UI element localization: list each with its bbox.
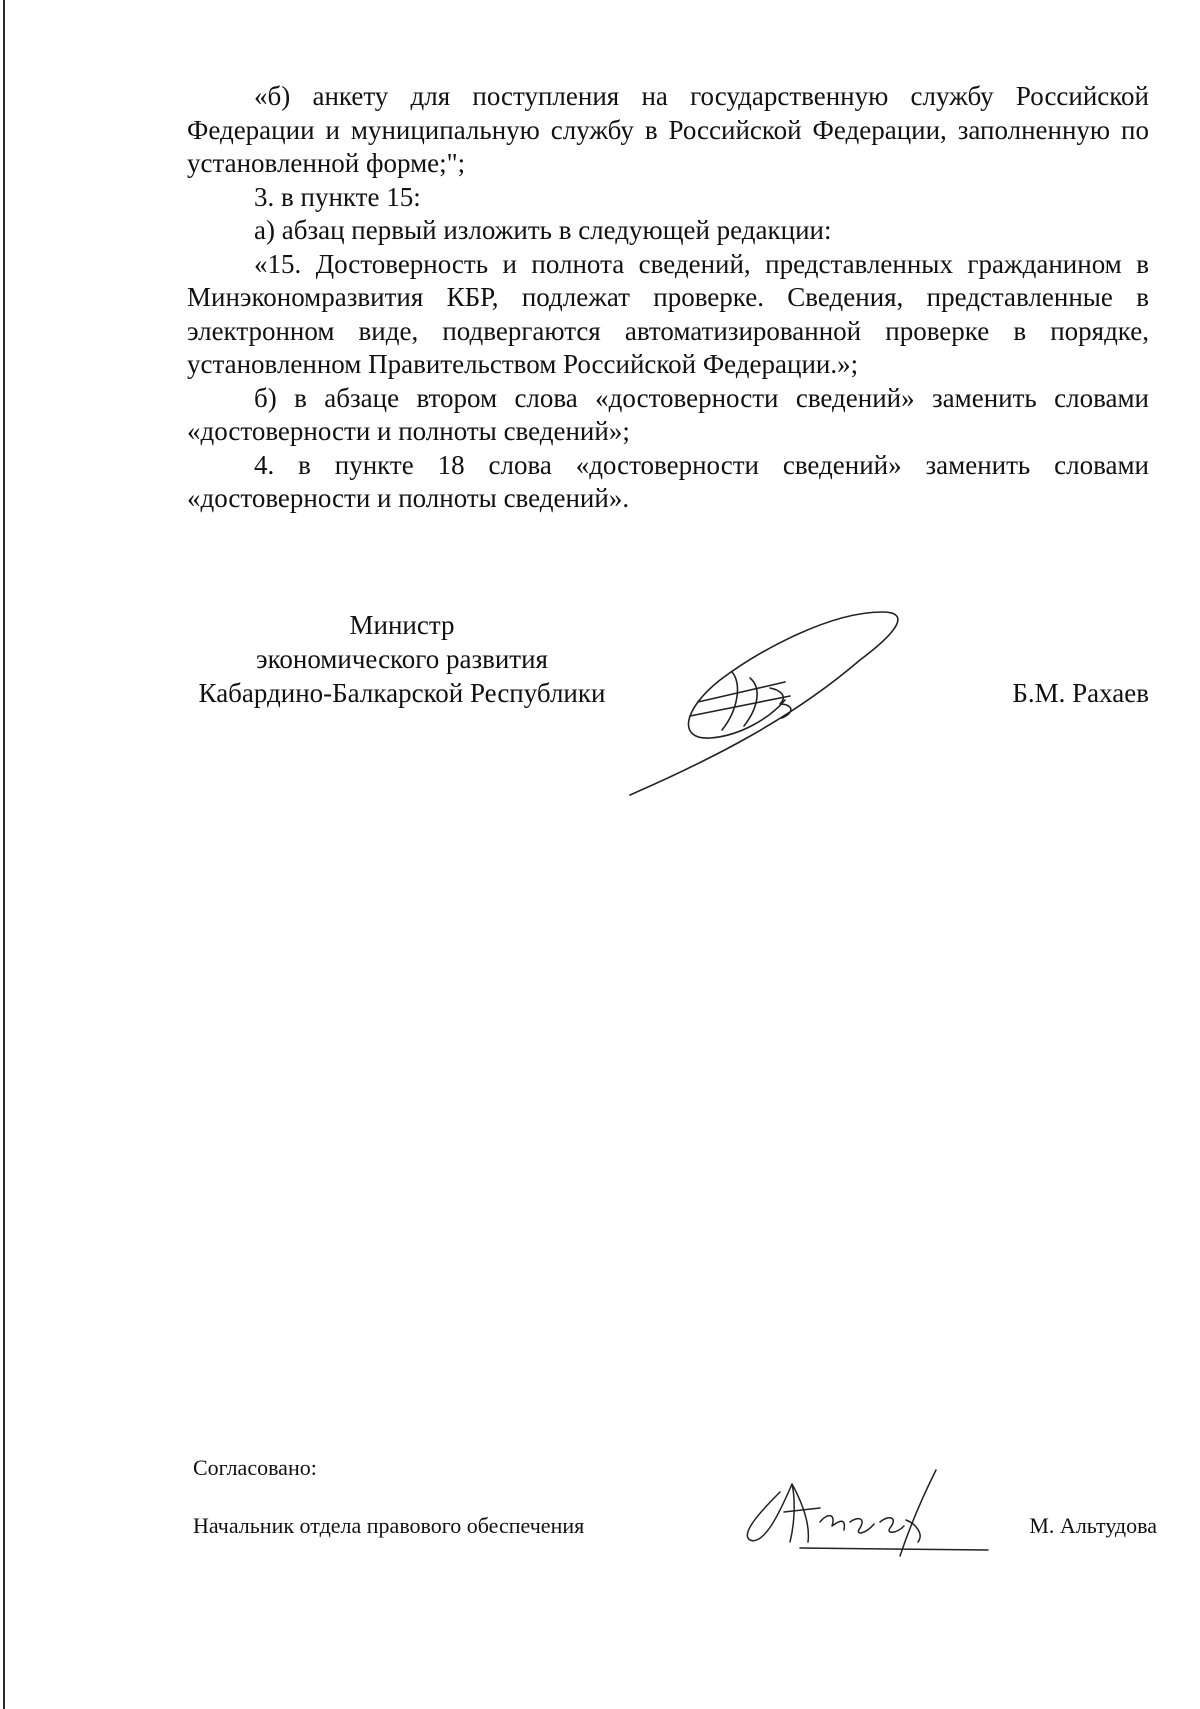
signatory-title-line: экономического развития — [256, 644, 548, 674]
paragraph: «б) анкету для поступления на государственную службу Российской Федерации и муниципальную службу в Российской Федерации, заполненную по установленной форме;"; — [187, 81, 1149, 178]
signatory-title — [187, 608, 617, 710]
document-body — [187, 80, 1149, 516]
paragraph: 3. в пункте 15: — [254, 181, 421, 212]
paragraph: б) в абзаце втором слова «достоверности сведений» заменить словами «достоверности и полноты сведений»; — [187, 382, 1149, 446]
paragraph: 4. в пункте 18 слова «достоверности сведений» заменить словами «достоверности и полноты сведений». — [187, 449, 1149, 513]
signatory-title-line: Кабардино-Балкарской Республики — [198, 678, 606, 708]
approval-label: Согласовано: — [193, 1455, 317, 1480]
approver-name: М. Альтудова — [1029, 1513, 1157, 1538]
approver-signature — [740, 1462, 1000, 1562]
signatory-name: Б.М. Рахаев — [1012, 678, 1149, 708]
paragraph: «15. Достоверность и полнота сведений, представленных гражданином в Минэкономразвития КБР, подлежат проверке. Сведения, представленные в электронном виде, подвергаются автоматизированной проверке в порядке, установленном Правительством Российской Федерации.»; — [187, 248, 1149, 379]
scan-edge-line — [3, 0, 5, 1709]
signatory-title-line: Министр — [349, 610, 455, 640]
minister-signature — [620, 600, 960, 800]
paragraph: а) абзац первый изложить в следующей редакции: — [254, 215, 832, 245]
approver-position: Начальник отдела правового обеспечения — [193, 1513, 585, 1538]
